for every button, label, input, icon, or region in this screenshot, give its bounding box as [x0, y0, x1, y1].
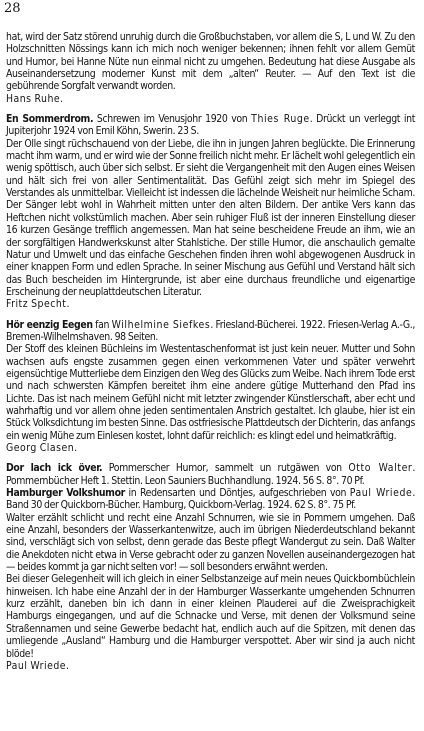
- review-dor-lach-ick-oever: [6, 462, 415, 487]
- review-paragraph: Bei dieser Gelegenheit will ich gleich in einer Selbstanzeige auf mein neues Quickbornbüchlein hinweisen. Ich habe eine Anzahl der in der Hamburger Wasserkante umgehenden Schnurren kurz erzählt, daneben bin ich dann in einer kleinen Plauderei auf die Zweisprachigkeit Hamburgs eingegangen, und auf die Schnacke und Verse, mit denen der Volksmund seine Straßennamen und seine Gewerbe bedacht hat, endlich auch auf die Spitzen, mit denen das umliegende „Ausland“ Hamburg und die Hamburger verspottet. Aber wir sind ja auch nicht blöde!: [6, 573, 415, 660]
- review-column: [6, 31, 415, 672]
- review-title: En Sommerdrom.: [6, 113, 94, 126]
- intro-paragraph: hat, wird der Satz störend unruhig durch die Großbuchstaben, vor allem die S, L und W. Zu den Holzschnitten Nössings kann ich mich noch weniger bekennen; ihnen fehlt vor allem Gemüt und Humor, bei Hanne Nüte nun einmal nicht zu umgehen. Bedeutung hat diese Ausgabe als Auseinandersetzung moderner Kunst mit dem „alten“ Reuter. — Auf den Text ist die gebührende Sorgfalt verwandt worden.: [6, 31, 415, 93]
- review-header: En Sommerdrom. Schrewen im Venusjohr 1920 von Thies Ruge. Drückt un verleggt int Jupiterjohr 1924 von Emil Köhn, Swerin. 23 S.: [6, 113, 416, 138]
- review-signature: Fritz Specht.: [6, 298, 70, 311]
- review-author: Otto Walter: [348, 462, 413, 475]
- intro-review-tail: [6, 31, 415, 105]
- review-header: Dor lach ick över. Pommerscher Humor, sammelt un rutgäwen von Otto Walter. Pommernbücher Heft 1. Stettin. Leon Sauniers Buchhandlung. 1924. 56 S. 8°. 70 Pf.: [6, 462, 415, 487]
- review-paragraph: Der Olle singt rüchschauend von der Liebe, die ihn in jungen Jahren beglückte. Die Erinnerung macht ihm warm, und er wird wie der Sonne freilich nicht mehr. Er lächelt wohl gelegentlich ein wenig spöttisch, auch über sich selbst. Er sieht die Vergangenheit mit den Augen eines Weisen und hält sich frei von aller Sentimentalität. Das Gefühl zeigt sich mehr im Spiegel des Verstandes als unmittelbar. Vielleicht ist indessen die lächelnde Weisheit nur heimliche Scham. Der Sänger lebt wohl in Wahrheit mitten unter den alten Bildern. Der antike Vers kann das Heftchen nicht volkstümlich machen. Aber sein ruhiger Fluß ist der inneren Einstellung dieser 16 kurzen Gesänge trefflich angemessen. Man hat seine bescheidene Freude an ihm, wie an der sorgfältigen Handwerkskunst alter Stahlstiche. Der stille Humor, die anschaulich gemalte Natur und Umwelt und das einfache Geschehen finden ihren wohl abgewogenen Ausdruck in einer knappen Form und edlen Sprache. In seiner Mischung aus Gefühl und Verstand hält sich das Buch bescheiden im Hintergrunde, ist aber eine durchaus freundliche und eigenartige Erscheinung der neuplattdeutschen Literatur.: [6, 137, 415, 298]
- review-en-sommerdrom: [6, 113, 415, 311]
- review-signature: Paul Wriede.: [6, 659, 70, 672]
- review-author: Wilhelmine Siefkes: [111, 318, 211, 331]
- page-number: 28: [4, 1, 21, 16]
- review-author: Thies Ruge: [251, 113, 310, 126]
- review-header: Hamburger Volkshumor in Redensarten und Döntjes, aufgeschrieben von Paul Wriede. Band 30 der Quickborn-Bücher. Hamburg, Quickborn-Verlag. 1924. 62 S. 8°. 75 Pf.: [6, 487, 415, 512]
- review-paragraph: Walter erzählt schlicht und recht eine Anzahl Schnurren, wie sie in Pommern umgehen. Daß eine Anzahl, besonders der Wasserkantenwitze, auch im übrigen Niederdeutschland bekannt sind, verschlägt sich von selbst, denn gerade das Beste pflegt Wandergut zu sein. Daß Walter die Anekdoten nicht etwa in Verse gebracht oder zu ganzen Novellen auseinandergezogen hat — beides kommt ja gar nicht selten vor! — soll besonders erwähnt werden.: [6, 511, 415, 574]
- review-header: Hör eenzig Eegen fan Wilhelmine Siefkes. Friesland-Bücherei. 1922. Friesen-Verlag A.-G., Bremen-Wilhelmshaven. 98 Seiten.: [6, 318, 415, 343]
- review-title: Hamburger Volkshumor: [6, 487, 125, 500]
- review-title: Dor lach ick över.: [6, 462, 103, 475]
- intro-signature: Hans Ruhe.: [6, 92, 64, 105]
- review-signature: Georg Clasen.: [6, 442, 78, 454]
- review-hoer-eenzig-eegen: [6, 319, 415, 455]
- review-paragraph: Der Stoff des kleinen Büchleins im Westentaschenformat ist just kein neuer. Mutter und Sohn wachsen aufs engste zusammen gegen einen verkommenen Vater und später verwehrt eigensüchtige Mutterliebe dem Einzigen den Weg des Glücks zum Weibe. Nach ihrem Tode erst und nach schwersten Kämpfen bereitet ihm eine andere gütige Mutterhand den Pfad ins Lichte. Das ist nach meinem Gefühl nicht mit letzter zwingender Künstlerschaft, aber echt und wahrhaftig und vor allem ohne jeden sentimentalen Anstrich gestaltet. Ich glaube, hier ist ein Stück Volksdichtung im besten Sinne. Das ostfriesische Plattdeutsch der Dichterin, das anfangs ein wenig Mühe zum Einlesen kostet, lohnt dafür reichlich: es klingt edel und heimatkräftig.: [6, 343, 415, 442]
- review-hamburger-volkshumor: [6, 487, 415, 672]
- review-author: Paul Wriede: [349, 487, 413, 500]
- review-title: Hör eenzig Eegen: [6, 318, 93, 331]
